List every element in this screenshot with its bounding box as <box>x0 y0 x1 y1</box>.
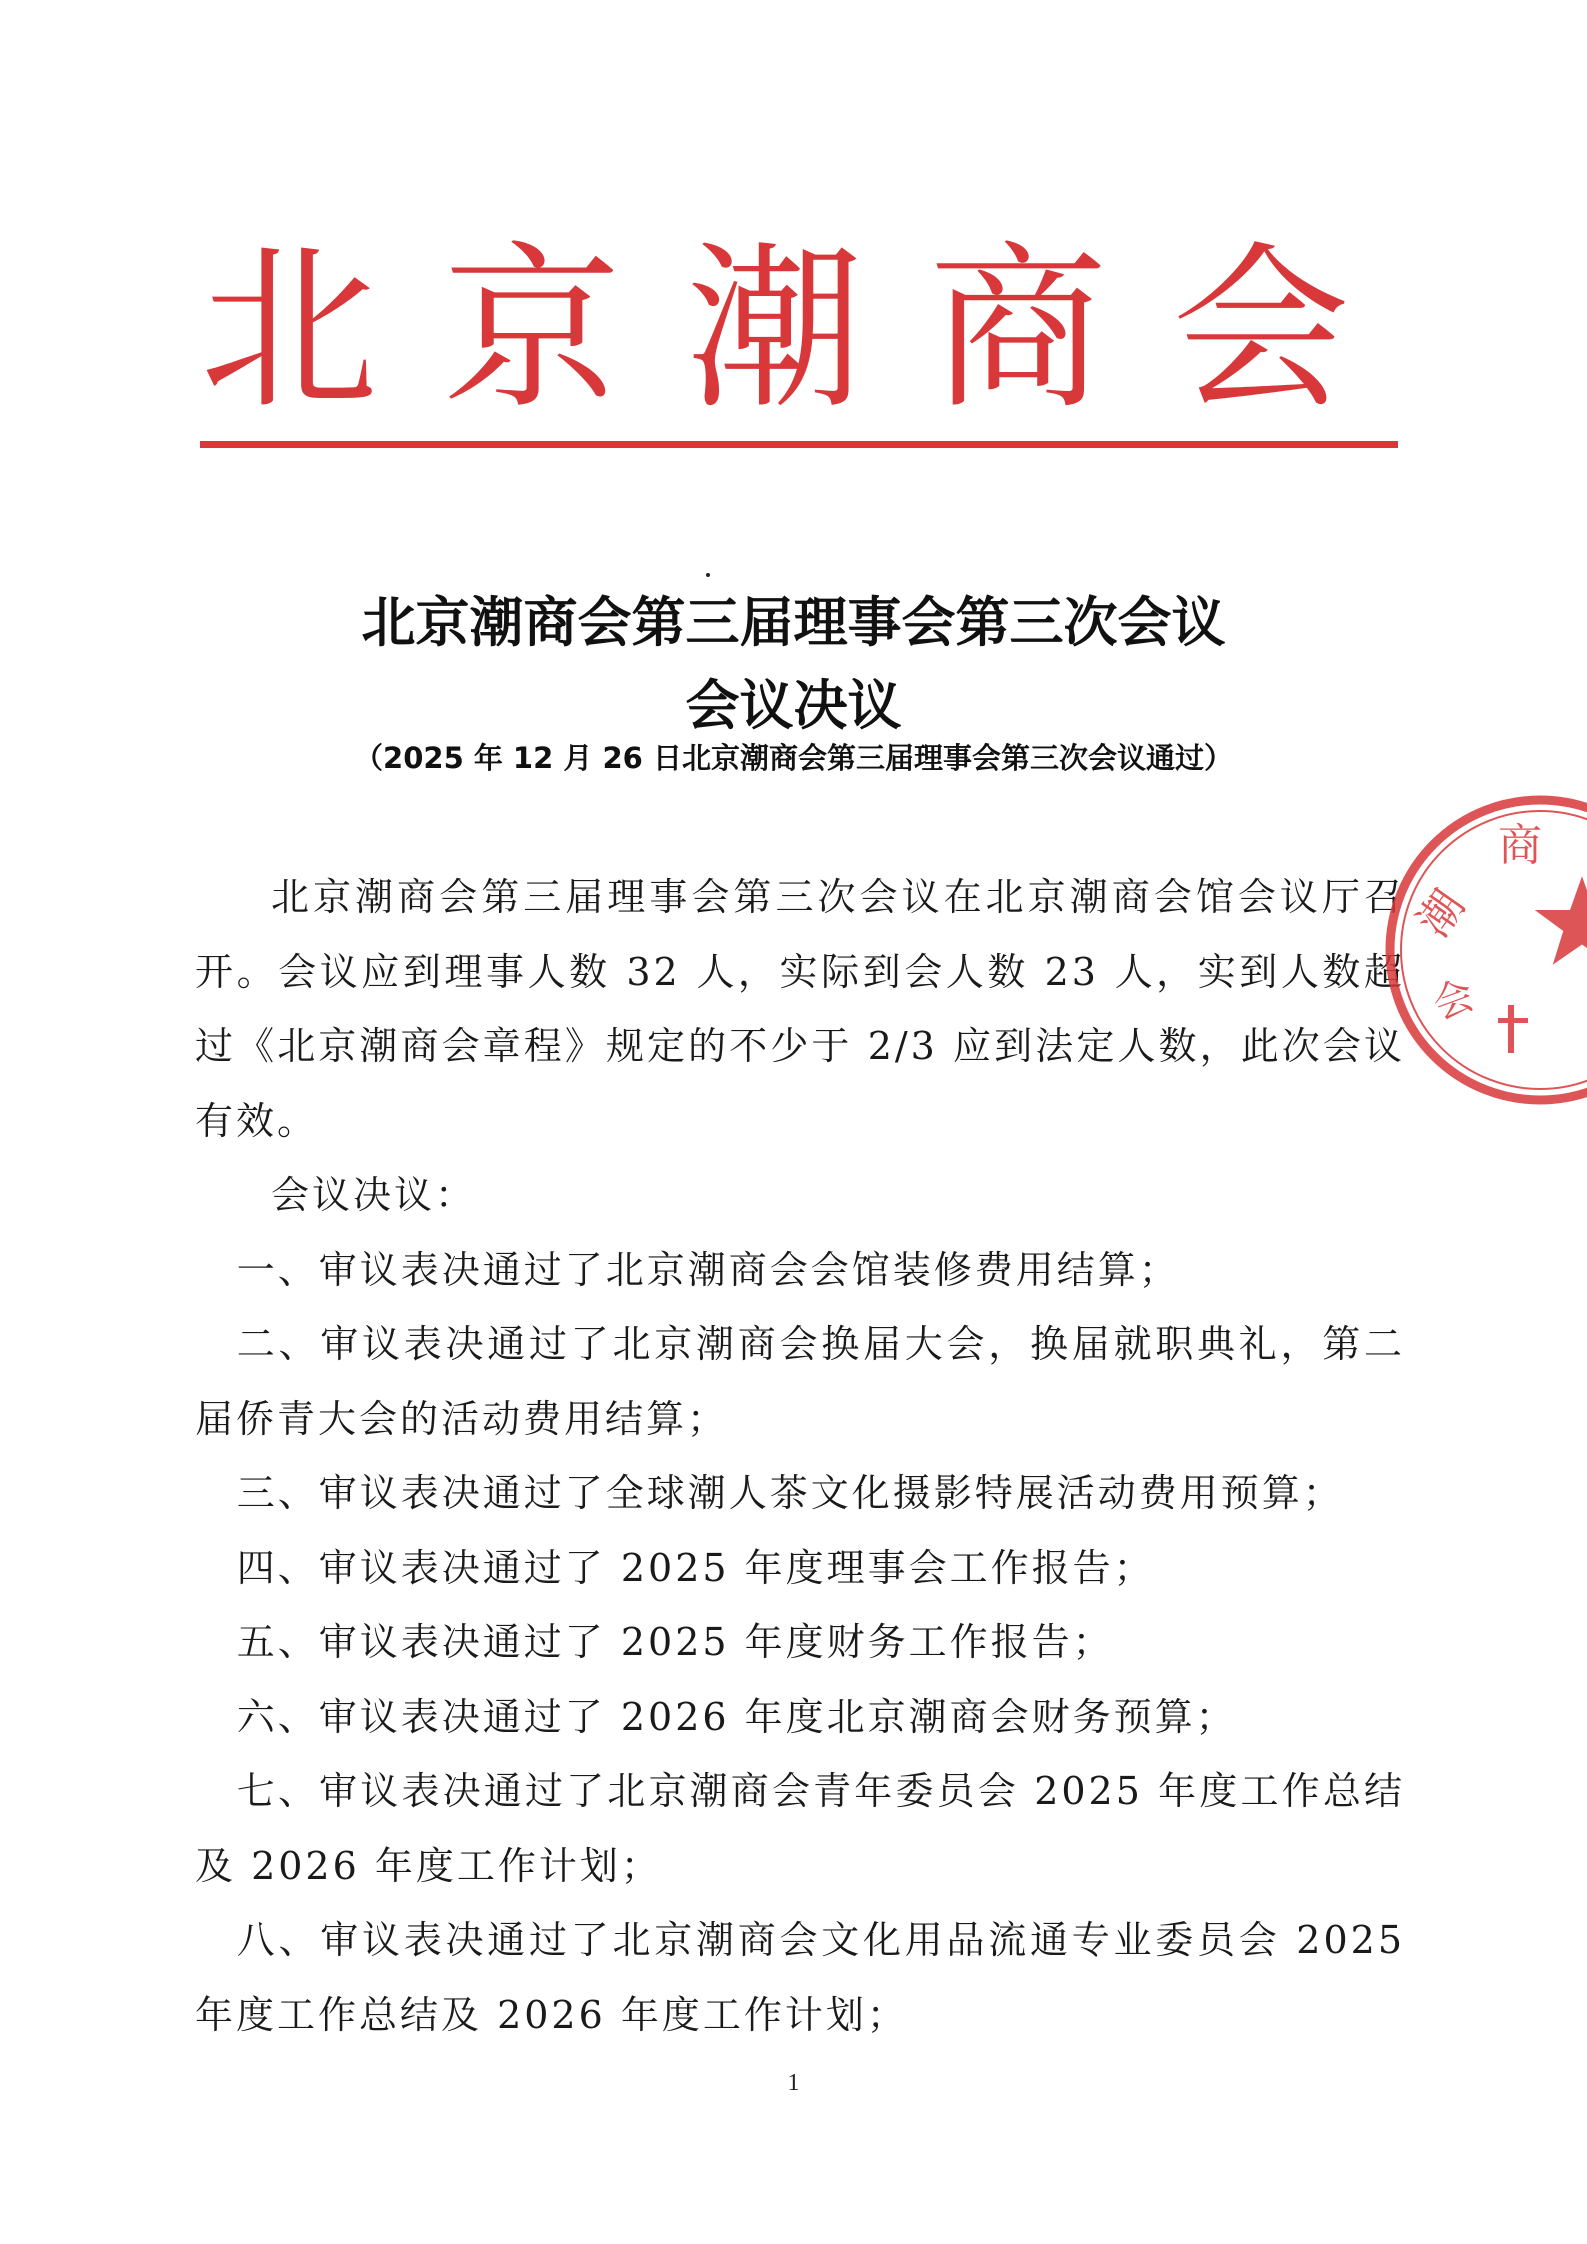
resolution-item-7: 七、审议表决通过了北京潮商会青年委员会 2025 年度工作总结及 2026 年度工作计划； <box>195 1769 1405 1888</box>
intro-paragraph: 北京潮商会第三届理事会第三次会议在北京潮商会馆会议厅召开。会议应到理事人数 32 人，实际到会人数 23 人，实到人数超过《北京潮商会章程》规定的不少于 2/3 应到法定人数，此次会议有效。 <box>195 875 1405 1143</box>
resolution-item-3: 三、审议表决通过了全球潮人茶文化摄影特展活动费用预算； <box>236 1471 1344 1515</box>
letterhead-divider <box>200 441 1398 448</box>
print-dot <box>706 573 710 577</box>
seal-char-1: 商 <box>1498 820 1542 871</box>
letterhead-char-3: 潮 <box>686 226 864 433</box>
seal-char-0: 潮 <box>1408 881 1476 947</box>
letterhead-char-4: 商 <box>929 226 1107 433</box>
letterhead-title <box>200 226 1350 433</box>
resolution-item-1: 一、审议表决通过了北京潮商会会馆装修费用结算； <box>236 1247 1180 1292</box>
resolution-item-6: 六、审议表决通过了 2026 年度北京潮商会财务预算； <box>236 1694 1237 1739</box>
letterhead-char-1: 北 <box>200 226 378 433</box>
resolution-item-4: 四、审议表决通过了 2025 年度理事会工作报告； <box>236 1545 1155 1590</box>
seal-icon <box>1380 790 1587 1110</box>
letterhead-char-2: 京 <box>443 226 621 433</box>
document-body <box>195 860 1405 2052</box>
document-subtitle: （2025 年 12 月 26 日北京潮商会第三届理事会第三次会议通过） <box>354 741 1233 775</box>
resolution-item-5: 五、审议表决通过了 2025 年度财务工作报告； <box>236 1620 1114 1664</box>
seal-char-2: 会 <box>1427 972 1481 1029</box>
document-title-line-2: 会议决议 <box>685 674 902 737</box>
resolution-item-2: 二、审议表决通过了北京潮商会换届大会，换届就职典礼，第二届侨青大会的活动费用结算； <box>195 1322 1405 1441</box>
page-number: 1 <box>787 2070 800 2096</box>
document-title-line-1: 北京潮商会第三届理事会第三次会议 <box>361 591 1226 654</box>
official-seal <box>1380 790 1587 1110</box>
letterhead-char-5: 会 <box>1172 226 1350 433</box>
resolutions-heading: 会议决议： <box>271 1173 477 1217</box>
resolution-item-8: 八、审议表决通过了北京潮商会文化用品流通专业委员会 2025 年度工作总结及 2026 年度工作计划； <box>195 1918 1405 2037</box>
